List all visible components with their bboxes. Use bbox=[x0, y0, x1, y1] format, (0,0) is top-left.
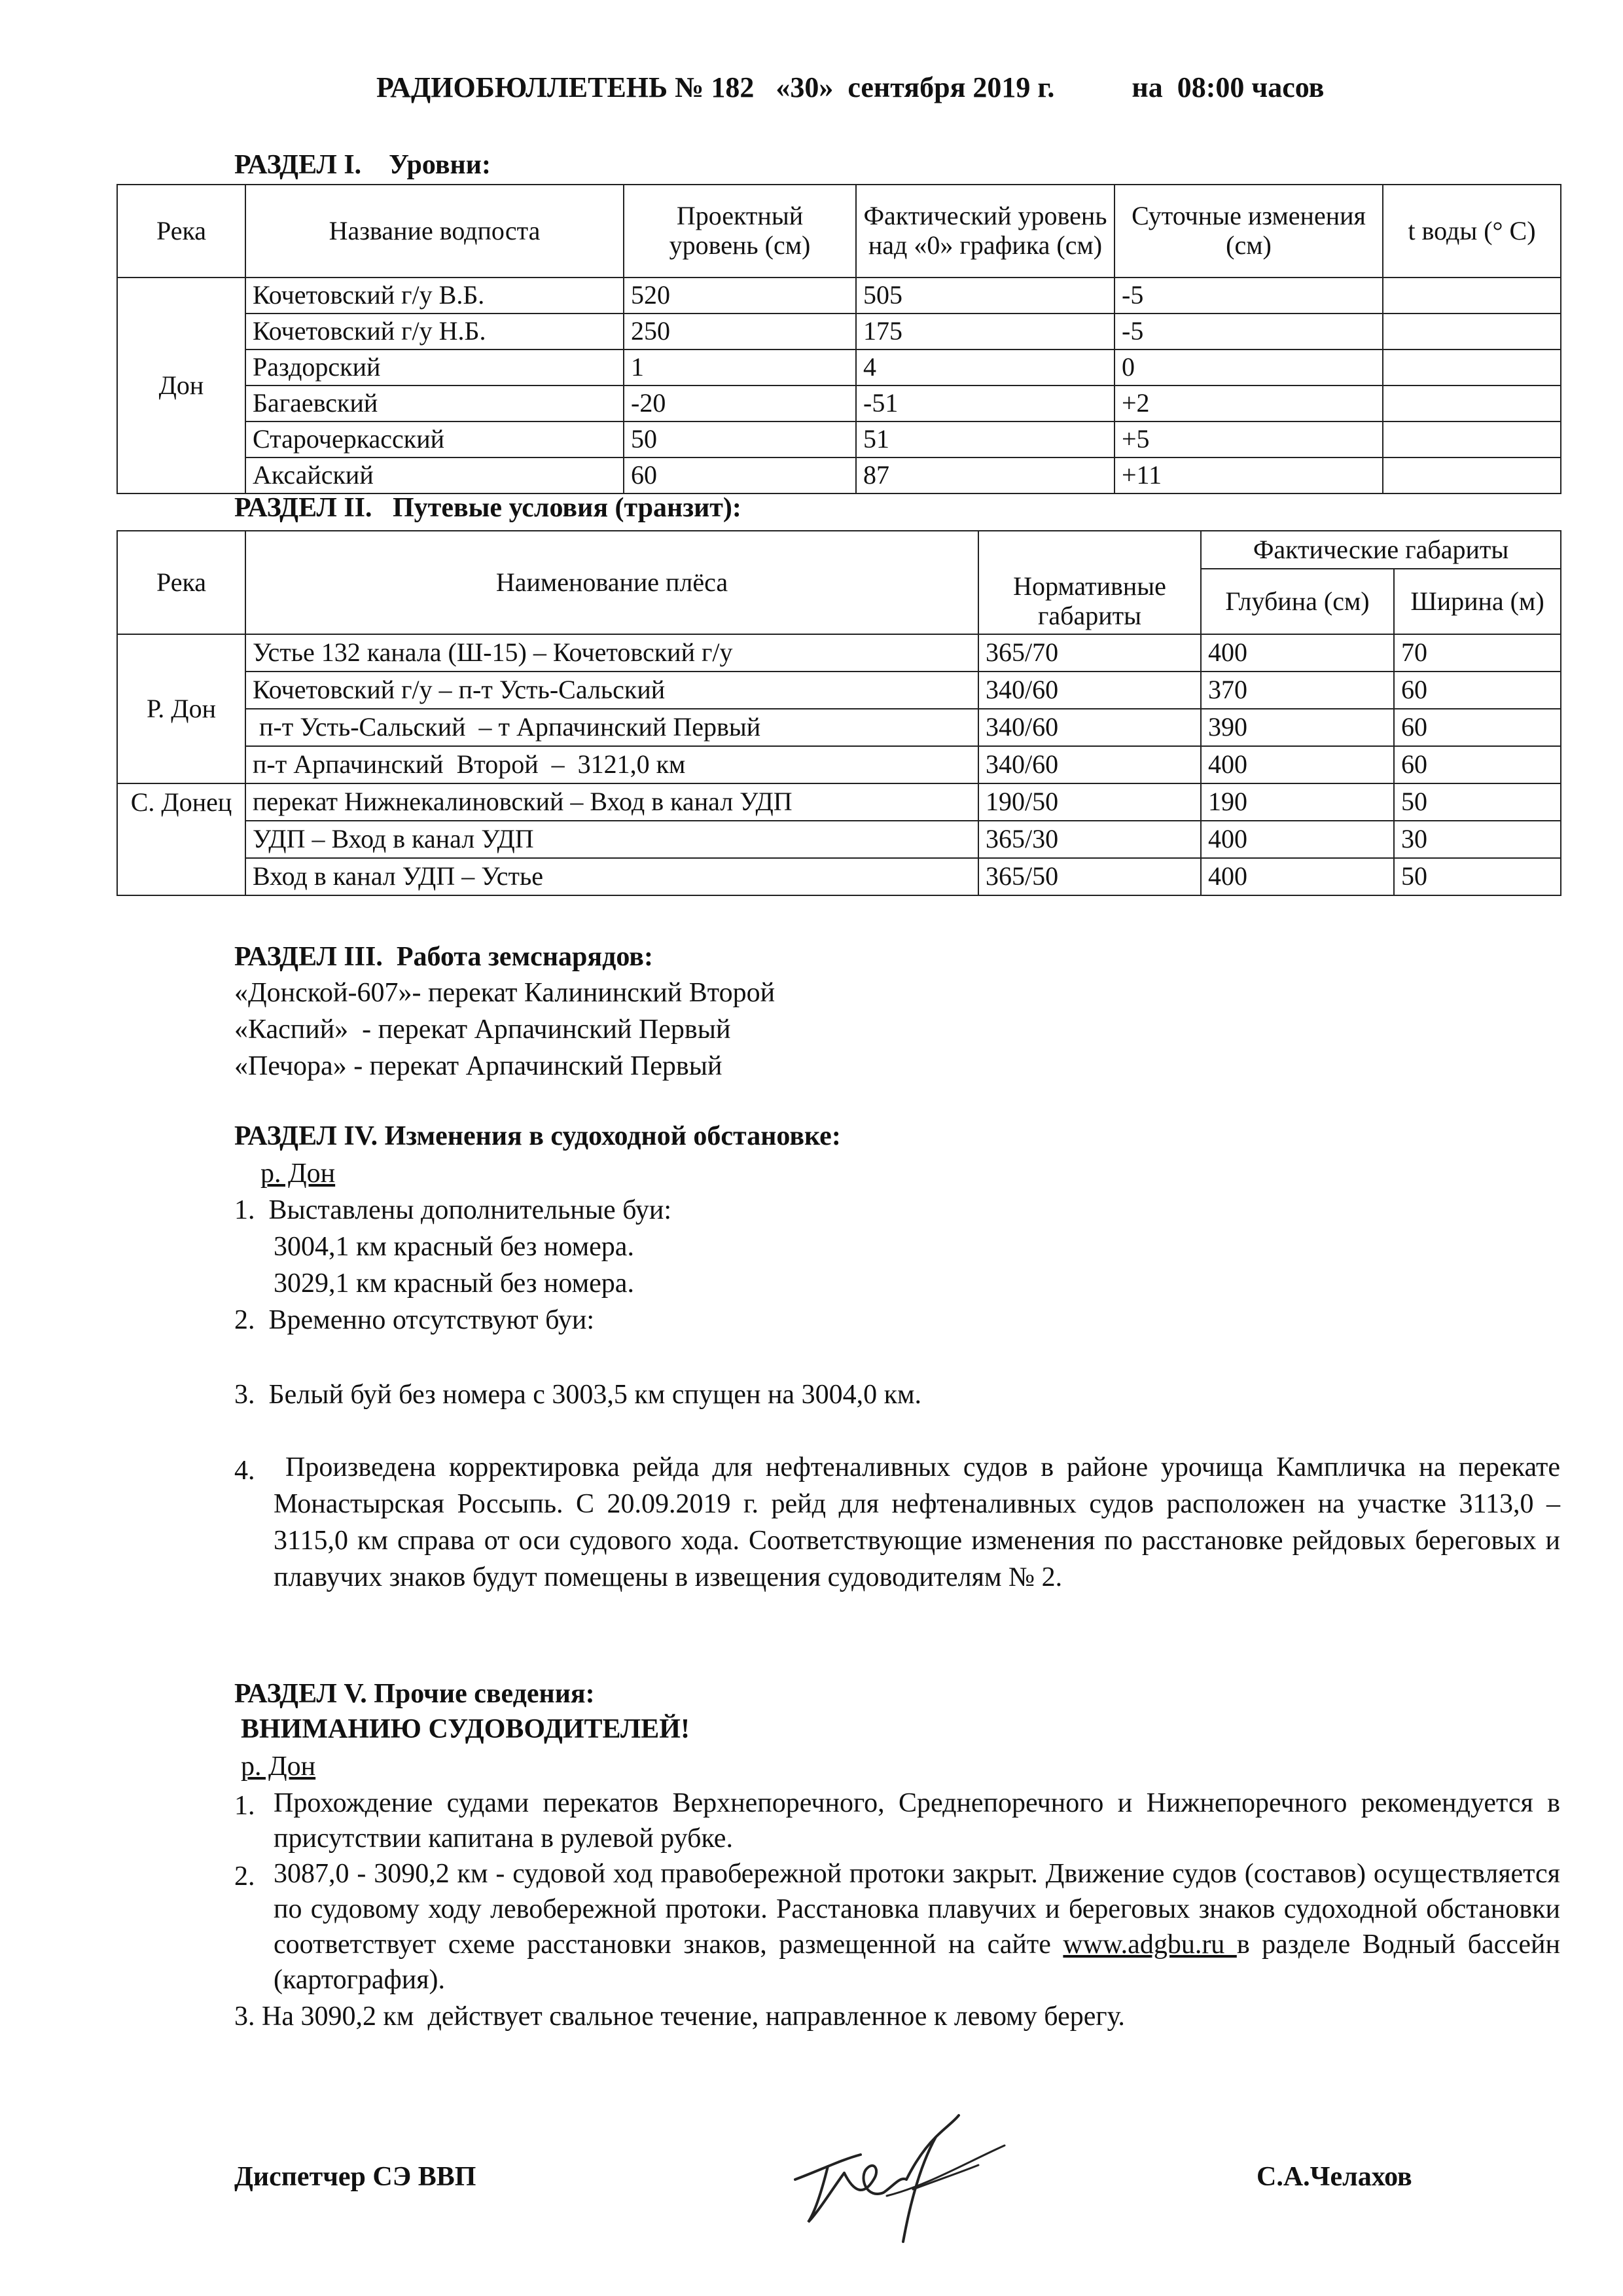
levels-header-row bbox=[117, 185, 1561, 278]
table-row bbox=[117, 457, 1561, 493]
actual-depth: 400 bbox=[1201, 821, 1394, 858]
transit-table bbox=[116, 530, 1561, 896]
actual-width: 50 bbox=[1394, 858, 1561, 895]
header-river: Река bbox=[117, 531, 245, 634]
actual-depth: 370 bbox=[1201, 672, 1394, 709]
notice-item-1-number: 1. bbox=[234, 1791, 255, 1821]
reach-name: перекат Нижнекалиновский – Вход в канал УДП bbox=[245, 783, 978, 821]
normative-dims: 365/70 bbox=[978, 634, 1201, 672]
actual-depth: 400 bbox=[1201, 634, 1394, 672]
actual-width: 60 bbox=[1394, 709, 1561, 746]
actual-width: 60 bbox=[1394, 672, 1561, 709]
station-name: Раздорский bbox=[245, 350, 624, 386]
normative-dims: 365/30 bbox=[978, 821, 1201, 858]
notice-item-3: 3. На 3090,2 км действует свальное течение, направленное к левому берегу. bbox=[234, 2001, 1125, 2032]
actual-level: -51 bbox=[856, 386, 1115, 422]
header-station: Название водпоста bbox=[245, 185, 624, 278]
reach-name: п-т Усть-Сальский – т Арпачинский Первый bbox=[245, 709, 978, 746]
table-row bbox=[117, 350, 1561, 386]
station-name: Кочетовский г/у Н.Б. bbox=[245, 314, 624, 350]
water-temp bbox=[1383, 350, 1561, 386]
header-water-temp: t воды (° С) bbox=[1383, 185, 1561, 278]
actual-depth: 400 bbox=[1201, 746, 1394, 783]
actual-width: 70 bbox=[1394, 634, 1561, 672]
change-item-4-number: 4. bbox=[234, 1456, 255, 1486]
table-row bbox=[117, 314, 1561, 350]
design-level: 1 bbox=[624, 350, 856, 386]
section2-heading: РАЗДЕЛ II. Путевые условия (транзит): bbox=[234, 493, 741, 523]
normative-dims: 190/50 bbox=[978, 783, 1201, 821]
notice-item-2-number: 2. bbox=[234, 1861, 255, 1892]
daily-change: -5 bbox=[1115, 278, 1383, 314]
river-subheading: р. Дон bbox=[260, 1158, 336, 1189]
water-temp bbox=[1383, 457, 1561, 493]
section5-heading: РАЗДЕЛ V. Прочие сведения: bbox=[234, 1679, 595, 1709]
normative-dims: 340/60 bbox=[978, 672, 1201, 709]
table-row bbox=[117, 746, 1561, 783]
header-daily-change: Суточные изменения (см) bbox=[1115, 185, 1383, 278]
actual-level: 175 bbox=[856, 314, 1115, 350]
change-item-3: 3. Белый буй без номера с 3003,5 км спущен на 3004,0 км. bbox=[234, 1380, 922, 1410]
notice-item-2-text: 3087,0 - 3090,2 км - судовой ход правобережной протоки закрыт. Движение судов (составов) осуществляется по судовому ходу левобережной протоки. Расстановка плавучих и береговых знаков судоходной обстановки соответствует схеме расстановки знаков, размещенной на сайте bbox=[274, 1859, 1560, 1960]
river-subheading: р. Дон bbox=[241, 1751, 316, 1782]
change-item-4: Произведена корректировка рейда для нефтеналивных судов в районе урочища Кампличка на перекате Монастырская Россыпь. С 20.09.2019 г. рейд для нефтеналивных судов расположен на участке 3113,0 – 3115,0 км справа от оси судового хода. Соответствующие изменения по расстановке рейдовых береговых и плавучих знаков будут помещены в извещения судоводителям № 2. bbox=[274, 1452, 1560, 1592]
levels-table bbox=[116, 184, 1561, 494]
buoy-line: 3029,1 км красный без номера. bbox=[274, 1268, 634, 1299]
dredger-line: «Донской-607»- перекат Калининский Второй bbox=[234, 978, 776, 1008]
notice-item-2 bbox=[274, 1856, 1560, 1998]
actual-level: 4 bbox=[856, 350, 1115, 386]
header-reach: Наименование плёса bbox=[245, 531, 978, 634]
actual-width: 60 bbox=[1394, 746, 1561, 783]
daily-change: -5 bbox=[1115, 314, 1383, 350]
water-temp bbox=[1383, 386, 1561, 422]
river-name: Дон bbox=[117, 278, 245, 493]
attention-heading: ВНИМАНИЮ СУДОВОДИТЕЛЕЙ! bbox=[241, 1714, 690, 1744]
actual-depth: 400 bbox=[1201, 858, 1394, 895]
change-item-2: 2. Временно отсутствуют буи: bbox=[234, 1305, 595, 1335]
design-level: 60 bbox=[624, 457, 856, 493]
station-name: Кочетовский г/у В.Б. bbox=[245, 278, 624, 314]
water-temp bbox=[1383, 422, 1561, 457]
dispatcher-title: Диспетчер СЭ ВВП bbox=[234, 2162, 476, 2192]
bulletin-title bbox=[376, 71, 1324, 104]
actual-level: 51 bbox=[856, 422, 1115, 457]
table-row bbox=[117, 422, 1561, 457]
header-river: Река bbox=[117, 185, 245, 278]
actual-width: 50 bbox=[1394, 783, 1561, 821]
table-row bbox=[117, 672, 1561, 709]
signatory-name: С.А.Челахов bbox=[1257, 2162, 1412, 2192]
actual-depth: 390 bbox=[1201, 709, 1394, 746]
dredger-line: «Печора» - перекат Арпачинский Первый bbox=[234, 1051, 722, 1081]
bulletin-time: на 08:00 часов bbox=[1132, 71, 1325, 103]
actual-depth: 190 bbox=[1201, 783, 1394, 821]
table-row bbox=[117, 634, 1561, 672]
reach-name: п-т Арпачинский Второй – 3121,0 км bbox=[245, 746, 978, 783]
design-level: 520 bbox=[624, 278, 856, 314]
design-level: 50 bbox=[624, 422, 856, 457]
reach-name: УДП – Вход в канал УДП bbox=[245, 821, 978, 858]
signature bbox=[782, 2108, 1018, 2245]
notice-item-1: Прохождение судами перекатов Верхнепоречного, Среднепоречного и Нижнепоречного рекомендуется в присутствии капитана в рулевой рубке. bbox=[274, 1788, 1560, 1854]
actual-level: 505 bbox=[856, 278, 1115, 314]
river-name: С. Донец bbox=[117, 783, 245, 895]
website-link[interactable]: www.adgbu.ru bbox=[1063, 1929, 1237, 1960]
buoy-line: 3004,1 км красный без номера. bbox=[274, 1232, 634, 1262]
daily-change: +2 bbox=[1115, 386, 1383, 422]
daily-change: +11 bbox=[1115, 457, 1383, 493]
table-row bbox=[117, 709, 1561, 746]
table-row bbox=[117, 386, 1561, 422]
section1-heading: РАЗДЕЛ I. Уровни: bbox=[234, 150, 491, 180]
daily-change: +5 bbox=[1115, 422, 1383, 457]
table-row bbox=[117, 821, 1561, 858]
header-width: Ширина (м) bbox=[1394, 569, 1561, 634]
normative-dims: 340/60 bbox=[978, 709, 1201, 746]
normative-dims: 340/60 bbox=[978, 746, 1201, 783]
normative-dims: 365/50 bbox=[978, 858, 1201, 895]
daily-change: 0 bbox=[1115, 350, 1383, 386]
section4-heading: РАЗДЕЛ IV. Изменения в судоходной обстановке: bbox=[234, 1121, 841, 1151]
header-depth: Глубина (см) bbox=[1201, 569, 1394, 634]
actual-width: 30 bbox=[1394, 821, 1561, 858]
transit-header-row bbox=[117, 531, 1561, 569]
section3-heading: РАЗДЕЛ III. Работа земснарядов: bbox=[234, 942, 653, 972]
river-name: Р. Дон bbox=[117, 634, 245, 783]
station-name: Багаевский bbox=[245, 386, 624, 422]
reach-name: Вход в канал УДП – Устье bbox=[245, 858, 978, 895]
header-actual-level: Фактический уровень над «0» графика (см) bbox=[856, 185, 1115, 278]
water-temp bbox=[1383, 278, 1561, 314]
change-item-1: 1. Выставлены дополнительные буи: bbox=[234, 1195, 672, 1225]
header-actual-dimensions: Фактические габариты bbox=[1201, 531, 1561, 569]
table-row bbox=[117, 783, 1561, 821]
header-normative: Нормативные габариты bbox=[978, 531, 1201, 634]
design-level: 250 bbox=[624, 314, 856, 350]
bulletin-title-main: РАДИОБЮЛЛЕТЕНЬ № 182 «30» сентября 2019 г. bbox=[376, 71, 1055, 103]
design-level: -20 bbox=[624, 386, 856, 422]
station-name: Аксайский bbox=[245, 457, 624, 493]
actual-level: 87 bbox=[856, 457, 1115, 493]
table-row bbox=[117, 858, 1561, 895]
station-name: Старочеркасский bbox=[245, 422, 624, 457]
water-temp bbox=[1383, 314, 1561, 350]
header-design-level: Проектный уровень (см) bbox=[624, 185, 856, 278]
reach-name: Устье 132 канала (Ш-15) – Кочетовский г/у bbox=[245, 634, 978, 672]
reach-name: Кочетовский г/у – п-т Усть-Сальский bbox=[245, 672, 978, 709]
table-row bbox=[117, 278, 1561, 314]
dredger-line: «Каспий» - перекат Арпачинский Первый bbox=[234, 1014, 731, 1045]
notice-item-2-text-end: в разделе Водный бассейн (картография). bbox=[274, 1929, 1560, 1995]
